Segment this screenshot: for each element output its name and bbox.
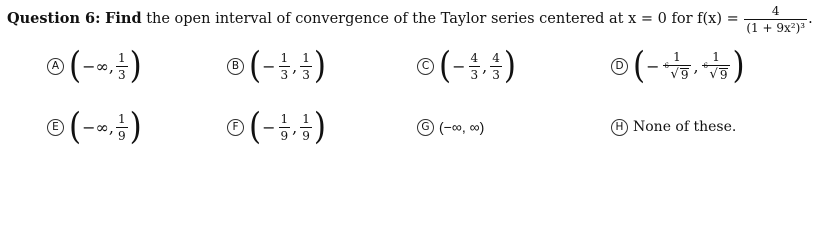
choice-b-answer xyxy=(249,44,326,87)
choice-c-left-paren: ( xyxy=(439,44,452,87)
function-fraction xyxy=(744,5,807,34)
choice-c[interactable] xyxy=(417,45,516,87)
choice-c-right-paren: ) xyxy=(503,44,516,87)
choice-e-right-fraction xyxy=(116,113,128,142)
radical-icon: √ xyxy=(709,67,718,82)
choice-d-left-radicand: 9 xyxy=(680,68,689,82)
choice-f-left-fraction xyxy=(279,113,291,142)
choice-b-badge: B xyxy=(227,58,244,75)
choice-d-left-radical xyxy=(664,62,690,82)
choice-f-left-sign: − xyxy=(262,117,276,137)
choice-d-left-sign: − xyxy=(646,56,660,76)
choice-d-right-denominator xyxy=(702,62,731,82)
choice-f-left-numerator: 1 xyxy=(280,111,289,126)
choice-d-comma: , xyxy=(693,56,699,76)
choice-e[interactable] xyxy=(47,106,142,148)
choice-f-badge: F xyxy=(227,119,244,136)
choice-h[interactable] xyxy=(611,106,736,148)
choice-b-left-denominator: 3 xyxy=(280,67,289,82)
choice-b-left-numerator: 1 xyxy=(280,50,289,65)
choice-a-right-paren: ) xyxy=(129,44,142,87)
choice-b-left-paren: ( xyxy=(249,44,262,87)
choice-d-left-numerator: 1 xyxy=(673,50,681,64)
function-numerator: 4 xyxy=(771,3,780,18)
choice-c-comma: , xyxy=(482,56,488,76)
choice-e-right-numerator: 1 xyxy=(117,111,126,126)
choice-c-answer xyxy=(439,44,516,87)
choice-b-right-denominator: 3 xyxy=(302,67,310,82)
choice-c-left-sign: − xyxy=(452,56,466,76)
choice-e-right-paren: ) xyxy=(129,105,142,148)
choice-d[interactable] xyxy=(611,45,745,87)
choice-a-answer xyxy=(69,44,142,87)
choice-d-left-root-index: 6 xyxy=(664,62,669,70)
choice-e-right-denominator: 9 xyxy=(117,128,126,143)
choice-d-right-root-index: 6 xyxy=(703,62,709,70)
choice-f[interactable] xyxy=(227,106,326,148)
choice-d-right-paren: ) xyxy=(732,44,745,87)
choice-d-answer xyxy=(633,44,745,87)
choice-f-right-fraction xyxy=(300,113,312,142)
choice-f-answer xyxy=(249,105,326,148)
choice-c-left-denominator: 3 xyxy=(470,67,479,82)
choice-b-left-sign: − xyxy=(262,56,276,76)
choice-b-right-paren: ) xyxy=(313,44,326,87)
choice-c-left-fraction xyxy=(469,52,481,81)
choice-f-left-denominator: 9 xyxy=(280,128,289,143)
choice-a-right-numerator: 1 xyxy=(117,50,126,65)
choice-d-right-fraction xyxy=(702,51,731,81)
choice-b-left-fraction xyxy=(279,52,291,81)
choice-b-right-numerator: 1 xyxy=(302,50,310,65)
choice-d-left-denominator xyxy=(663,62,692,82)
radical-icon: √ xyxy=(670,67,679,82)
center-value: x = 0 xyxy=(628,11,667,27)
choice-d-badge: D xyxy=(611,58,628,75)
choice-f-left-paren: ( xyxy=(249,105,262,148)
choice-c-right-numerator: 4 xyxy=(492,50,500,65)
choice-h-badge: H xyxy=(611,119,628,136)
choice-e-left-endpoint: −∞, xyxy=(82,117,114,137)
question-prompt xyxy=(7,0,813,38)
choice-c-right-fraction xyxy=(490,52,502,81)
for-text: for xyxy=(671,11,693,27)
choice-a-right-fraction xyxy=(116,52,128,81)
choice-a-right-denominator: 3 xyxy=(117,67,126,82)
question-label: Question 6: xyxy=(7,10,101,27)
choice-e-badge: E xyxy=(47,119,64,136)
choice-c-left-numerator: 4 xyxy=(470,50,479,65)
choice-a-badge: A xyxy=(47,58,64,75)
choice-b-right-fraction xyxy=(300,52,312,81)
choice-b[interactable] xyxy=(227,45,326,87)
choice-g-badge: G xyxy=(417,119,434,136)
choice-d-left-fraction xyxy=(663,51,692,81)
choice-d-right-numerator: 1 xyxy=(712,50,720,64)
choice-e-left-paren: ( xyxy=(69,105,82,148)
choice-h-answer: None of these. xyxy=(633,119,737,135)
question-period: . xyxy=(808,11,813,27)
choice-f-right-paren: ) xyxy=(313,105,326,148)
choice-d-left-paren: ( xyxy=(633,44,646,87)
choice-a[interactable] xyxy=(47,45,142,87)
choice-g[interactable] xyxy=(417,106,484,148)
choice-c-right-denominator: 3 xyxy=(492,67,500,82)
choice-d-right-radical xyxy=(703,62,729,82)
choice-b-comma: , xyxy=(292,56,298,76)
choice-f-comma: , xyxy=(292,117,298,137)
choice-e-answer xyxy=(69,105,142,148)
choice-a-left-paren: ( xyxy=(69,44,82,87)
choice-d-right-radicand: 9 xyxy=(719,68,728,82)
question-text: the open interval of convergence of the Taylor series centered at xyxy=(146,11,624,27)
function-denominator: (1 + 9x²)³ xyxy=(746,20,806,35)
function-lhs: f(x) = xyxy=(697,11,739,27)
question-command: Find xyxy=(105,10,142,27)
choice-f-right-numerator: 1 xyxy=(302,111,310,126)
choice-f-right-denominator: 9 xyxy=(302,128,310,143)
choice-g-answer: (−∞, ∞) xyxy=(439,119,485,135)
choice-c-badge: C xyxy=(417,58,434,75)
choice-a-left-endpoint: −∞, xyxy=(82,56,114,76)
